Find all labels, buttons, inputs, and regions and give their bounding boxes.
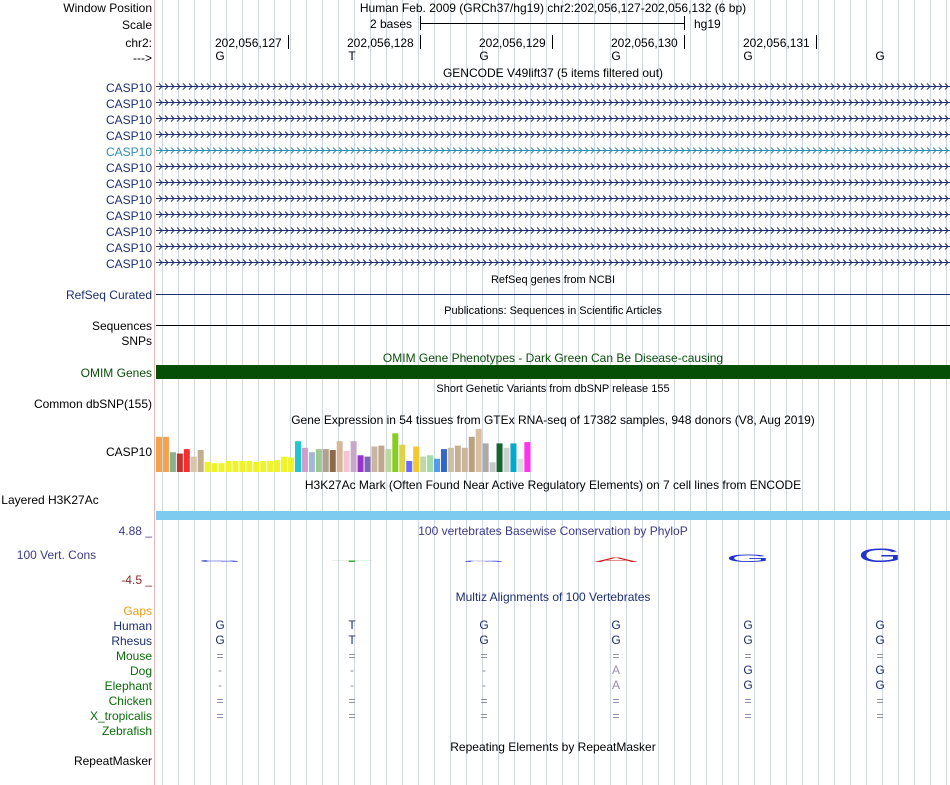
alignment-base[interactable]: -: [350, 678, 354, 692]
gtex-track-title[interactable]: Gene Expression in 54 tissues from GTEx RNA-seq of 17382 samples, 948 donors (V8, Aug 2019): [291, 413, 815, 427]
gtex-tissue-bar: [497, 443, 503, 472]
scale-bar: [420, 23, 685, 24]
dbsnp-track-title[interactable]: Short Genetic Variants from dbSNP release 155: [436, 383, 670, 395]
alignment-base[interactable]: =: [744, 709, 752, 723]
gencode-transcript-label[interactable]: CASP10: [105, 145, 152, 159]
repeatmasker-track-label[interactable]: RepeatMasker: [73, 754, 152, 768]
publications-track-label[interactable]: Sequences: [91, 319, 152, 333]
phylop-logo-letter: G: [726, 552, 770, 565]
coord-tick: [552, 35, 553, 49]
gtex-tissue-bar: [434, 459, 440, 472]
h3k27ac-track-label[interactable]: Layered H3K27Ac: [1, 493, 99, 507]
dbsnp-track-label[interactable]: Common dbSNP(155): [33, 397, 152, 411]
alignment-base[interactable]: G: [875, 663, 885, 677]
alignment-base[interactable]: -: [218, 663, 222, 677]
transcript-strand-line[interactable]: [156, 96, 950, 109]
gtex-tissue-bar: [309, 452, 315, 472]
gtex-tissue-bar: [510, 443, 516, 472]
gtex-tissue-bar: [274, 460, 280, 472]
omim-track-title[interactable]: OMIM Gene Phenotypes - Dark Green Can Be Disease-causing: [382, 351, 724, 365]
gtex-tissue-bar: [330, 450, 336, 472]
scale-text: 2 bases: [370, 17, 413, 31]
alignment-base[interactable]: -: [482, 663, 486, 677]
gencode-transcript-label[interactable]: CASP10: [105, 209, 152, 223]
gtex-tissue-bar: [399, 445, 405, 472]
species-label[interactable]: Human: [113, 619, 152, 633]
coord-label: 202,056,127: [215, 36, 282, 50]
species-label[interactable]: X_tropicalis: [89, 709, 152, 723]
publications-sequence-line[interactable]: [156, 325, 950, 326]
alignment-base[interactable]: A: [611, 678, 620, 692]
phylop-max-label: 4.88 _: [118, 524, 152, 538]
repeatmasker-track-title[interactable]: Repeating Elements by RepeatMasker: [450, 740, 656, 754]
coord-tick: [816, 35, 817, 49]
gtex-tissue-bar: [476, 429, 482, 472]
gencode-transcript-label[interactable]: CASP10: [105, 225, 152, 239]
chrom-label[interactable]: chr2:: [125, 36, 152, 50]
gtex-tissue-bar: [392, 433, 398, 472]
gtex-tissue-bar: [226, 461, 232, 472]
gtex-tissue-bar: [232, 461, 238, 472]
gtex-tissue-bar: [371, 446, 377, 472]
gtex-tissue-bar: [427, 455, 433, 472]
transcript-strand-line[interactable]: [156, 256, 950, 269]
reference-base[interactable]: G: [743, 49, 753, 63]
gtex-tissue-bar: [337, 441, 343, 472]
gencode-transcript-label[interactable]: CASP10: [105, 193, 152, 207]
alignment-base[interactable]: G: [479, 633, 489, 647]
gencode-transcript-label[interactable]: CASP10: [105, 161, 152, 175]
alignment-base[interactable]: G: [743, 633, 753, 647]
gtex-tissue-bar: [455, 446, 461, 472]
gtex-tissue-bar: [302, 448, 308, 472]
alignment-base[interactable]: =: [348, 649, 356, 663]
alignment-base[interactable]: G: [215, 618, 225, 632]
gtex-tissue-bar: [288, 457, 294, 472]
gtex-tissue-bar: [316, 449, 322, 472]
gtex-tissue-bar: [323, 449, 329, 472]
gtex-tissue-bar: [469, 437, 475, 472]
phylop-logo-letter: G: [858, 545, 903, 567]
alignment-base[interactable]: G: [743, 618, 753, 632]
scale-bar-left-tick: [420, 16, 421, 30]
alignment-base[interactable]: -: [218, 678, 222, 692]
alignment-base[interactable]: =: [612, 709, 620, 723]
alignment-base[interactable]: G: [611, 633, 621, 647]
gencode-transcript-label[interactable]: CASP10: [105, 113, 152, 127]
window-position-value[interactable]: Human Feb. 2009 (GRCh37/hg19) chr2:202,056,127-202,056,132 (6 bp): [359, 1, 747, 15]
gtex-tissue-bar: [524, 442, 530, 472]
gtex-tissue-bar: [281, 457, 287, 472]
gtex-tissue-bar: [184, 449, 190, 472]
gtex-tissue-bar: [517, 459, 523, 472]
gtex-tissue-bar: [163, 437, 169, 472]
phylop-logo[interactable]: [156, 540, 950, 574]
alignment-base[interactable]: =: [348, 694, 356, 708]
gtex-tissue-bar: [385, 449, 391, 472]
gtex-tissue-bar: [177, 454, 183, 472]
alignment-base[interactable]: G: [875, 633, 885, 647]
refseq-track-title[interactable]: RefSeq genes from NCBI: [490, 274, 616, 286]
alignment-base[interactable]: -: [350, 663, 354, 677]
alignment-base[interactable]: T: [348, 618, 356, 632]
alignment-base[interactable]: =: [480, 649, 488, 663]
alignment-base[interactable]: G: [479, 618, 489, 632]
species-label[interactable]: Zebrafish: [101, 724, 152, 738]
gencode-transcript-label[interactable]: CASP10: [105, 257, 152, 271]
alignment-base[interactable]: G: [215, 633, 225, 647]
reference-base[interactable]: G: [611, 49, 621, 63]
coord-label: 202,056,130: [611, 36, 678, 50]
transcript-strand-line[interactable]: [156, 144, 950, 157]
gencode-transcript-label[interactable]: CASP10: [105, 177, 152, 191]
omim-track-label[interactable]: OMIM Genes: [80, 366, 152, 380]
gtex-tissue-bar: [351, 441, 357, 472]
gtex-tissue-bar: [156, 437, 162, 472]
gtex-tissue-bar: [365, 457, 371, 472]
species-label[interactable]: Chicken: [108, 694, 152, 708]
alignment-base[interactable]: =: [612, 649, 620, 663]
gencode-track-title[interactable]: GENCODE V49lift37 (5 items filtered out): [442, 66, 664, 80]
gencode-transcript-label[interactable]: CASP10: [105, 129, 152, 143]
label-divider: [154, 0, 155, 785]
phylop-track-label[interactable]: 100 Vert. Cons: [16, 548, 97, 562]
reference-base[interactable]: G: [215, 49, 225, 63]
gtex-tissue-bar: [219, 463, 225, 472]
gtex-tissue-bar: [253, 462, 259, 472]
snps-label[interactable]: SNPs: [121, 334, 152, 348]
species-label[interactable]: Mouse: [115, 649, 152, 663]
h3k27ac-signal-bar[interactable]: [156, 511, 950, 520]
multiz-track-title[interactable]: Multiz Alignments of 100 Vertebrates: [455, 590, 651, 604]
gaps-label[interactable]: Gaps: [123, 604, 152, 618]
alignment-base[interactable]: =: [348, 709, 356, 723]
gtex-tissue-bar: [483, 443, 489, 472]
omim-gene-bar[interactable]: [156, 365, 950, 379]
phylop-logo-letter: G: [198, 559, 242, 563]
alignment-base[interactable]: A: [611, 663, 620, 677]
gtex-tissue-bar: [504, 448, 510, 472]
gtex-tissue-bar: [358, 455, 364, 472]
transcript-strand-line[interactable]: [156, 112, 950, 125]
transcript-strand-line[interactable]: [156, 224, 950, 237]
alignment-base[interactable]: =: [216, 694, 224, 708]
gtex-tissue-bar: [205, 462, 211, 472]
alignment-base[interactable]: =: [744, 649, 752, 663]
phylop-logo-letter: A: [594, 557, 639, 564]
gtex-tissue-bar: [490, 462, 496, 472]
gencode-transcript-label[interactable]: CASP10: [105, 97, 152, 111]
transcript-strand-line[interactable]: [156, 176, 950, 189]
coord-label: 202,056,129: [479, 36, 546, 50]
alignment-base[interactable]: G: [743, 678, 753, 692]
species-label[interactable]: Dog: [129, 664, 152, 678]
gtex-track-label[interactable]: CASP10: [105, 445, 152, 459]
gtex-tissue-bar: [260, 461, 266, 472]
gtex-tissue-bar: [267, 461, 273, 472]
alignment-base[interactable]: -: [482, 678, 486, 692]
alignment-base[interactable]: =: [876, 694, 884, 708]
gtex-tissue-bar: [246, 461, 252, 472]
reference-base[interactable]: T: [348, 49, 356, 63]
strand-label[interactable]: --->: [133, 51, 152, 65]
phylop-logo-letter: G: [461, 560, 506, 563]
alignment-base[interactable]: =: [876, 709, 884, 723]
coord-tick: [684, 35, 685, 49]
reference-base[interactable]: G: [875, 49, 885, 63]
gtex-bar-chart[interactable]: [156, 428, 546, 472]
transcript-strand-line[interactable]: [156, 160, 950, 173]
phylop-track-title[interactable]: 100 vertebrates Basewise Conservation by PhyloP: [418, 524, 688, 538]
refseq-track-label[interactable]: RefSeq Curated: [65, 288, 152, 302]
species-label[interactable]: Rhesus: [111, 634, 152, 648]
alignment-base[interactable]: G: [743, 663, 753, 677]
alignment-base[interactable]: =: [480, 709, 488, 723]
coord-label: 202,056,128: [347, 36, 414, 50]
species-label[interactable]: Elephant: [104, 679, 152, 693]
refseq-gene-line[interactable]: [156, 294, 950, 295]
transcript-strand-line[interactable]: [156, 128, 950, 141]
reference-base[interactable]: G: [479, 49, 489, 63]
coord-label: 202,056,131: [743, 36, 810, 50]
gtex-tissue-bar: [406, 461, 412, 472]
gtex-tissue-bar: [191, 457, 197, 472]
coord-tick: [420, 35, 421, 49]
gtex-tissue-bar: [378, 446, 384, 472]
alignment-base[interactable]: =: [216, 649, 224, 663]
gtex-tissue-bar: [344, 451, 350, 472]
alignment-base[interactable]: G: [875, 678, 885, 692]
alignment-base[interactable]: =: [216, 709, 224, 723]
transcript-strand-line[interactable]: [156, 208, 950, 221]
gtex-tissue-bar: [441, 449, 447, 472]
transcript-strand-line[interactable]: [156, 240, 950, 253]
gencode-transcript-label[interactable]: CASP10: [105, 241, 152, 255]
phylop-min-label: -4.5 _: [121, 573, 152, 587]
coord-tick: [288, 35, 289, 49]
gtex-tissue-bar: [448, 448, 454, 472]
publications-track-title[interactable]: Publications: Sequences in Scientific Articles: [444, 305, 662, 317]
alignment-base[interactable]: G: [875, 618, 885, 632]
alignment-base[interactable]: =: [480, 694, 488, 708]
gtex-tissue-bar: [170, 452, 176, 472]
gtex-tissue-bar: [239, 461, 245, 472]
alignment-base[interactable]: =: [744, 694, 752, 708]
window-position-label: Window Position: [63, 1, 152, 15]
h3k27ac-track-title[interactable]: H3K27Ac Mark (Often Found Near Active Regulatory Elements) on 7 cell lines from ENCODE: [304, 478, 802, 492]
gencode-transcript-label[interactable]: CASP10: [105, 81, 152, 95]
gtex-tissue-bar: [198, 450, 204, 472]
gtex-tissue-bar: [212, 463, 218, 472]
alignment-base[interactable]: =: [612, 694, 620, 708]
scale-assembly: hg19: [694, 17, 721, 31]
scale-bar-right-tick: [684, 16, 685, 30]
gtex-tissue-bar: [462, 448, 468, 472]
gtex-tissue-bar: [295, 441, 301, 472]
transcript-strand-line[interactable]: [156, 192, 950, 205]
scale-label: Scale: [121, 18, 152, 32]
transcript-strand-line[interactable]: [156, 80, 950, 93]
gtex-tissue-bar: [413, 446, 419, 472]
alignment-base[interactable]: =: [876, 649, 884, 663]
alignment-base[interactable]: T: [348, 633, 356, 647]
gtex-tissue-bar: [420, 457, 426, 472]
phylop-logo-letter: T: [330, 560, 376, 563]
alignment-base[interactable]: G: [611, 618, 621, 632]
